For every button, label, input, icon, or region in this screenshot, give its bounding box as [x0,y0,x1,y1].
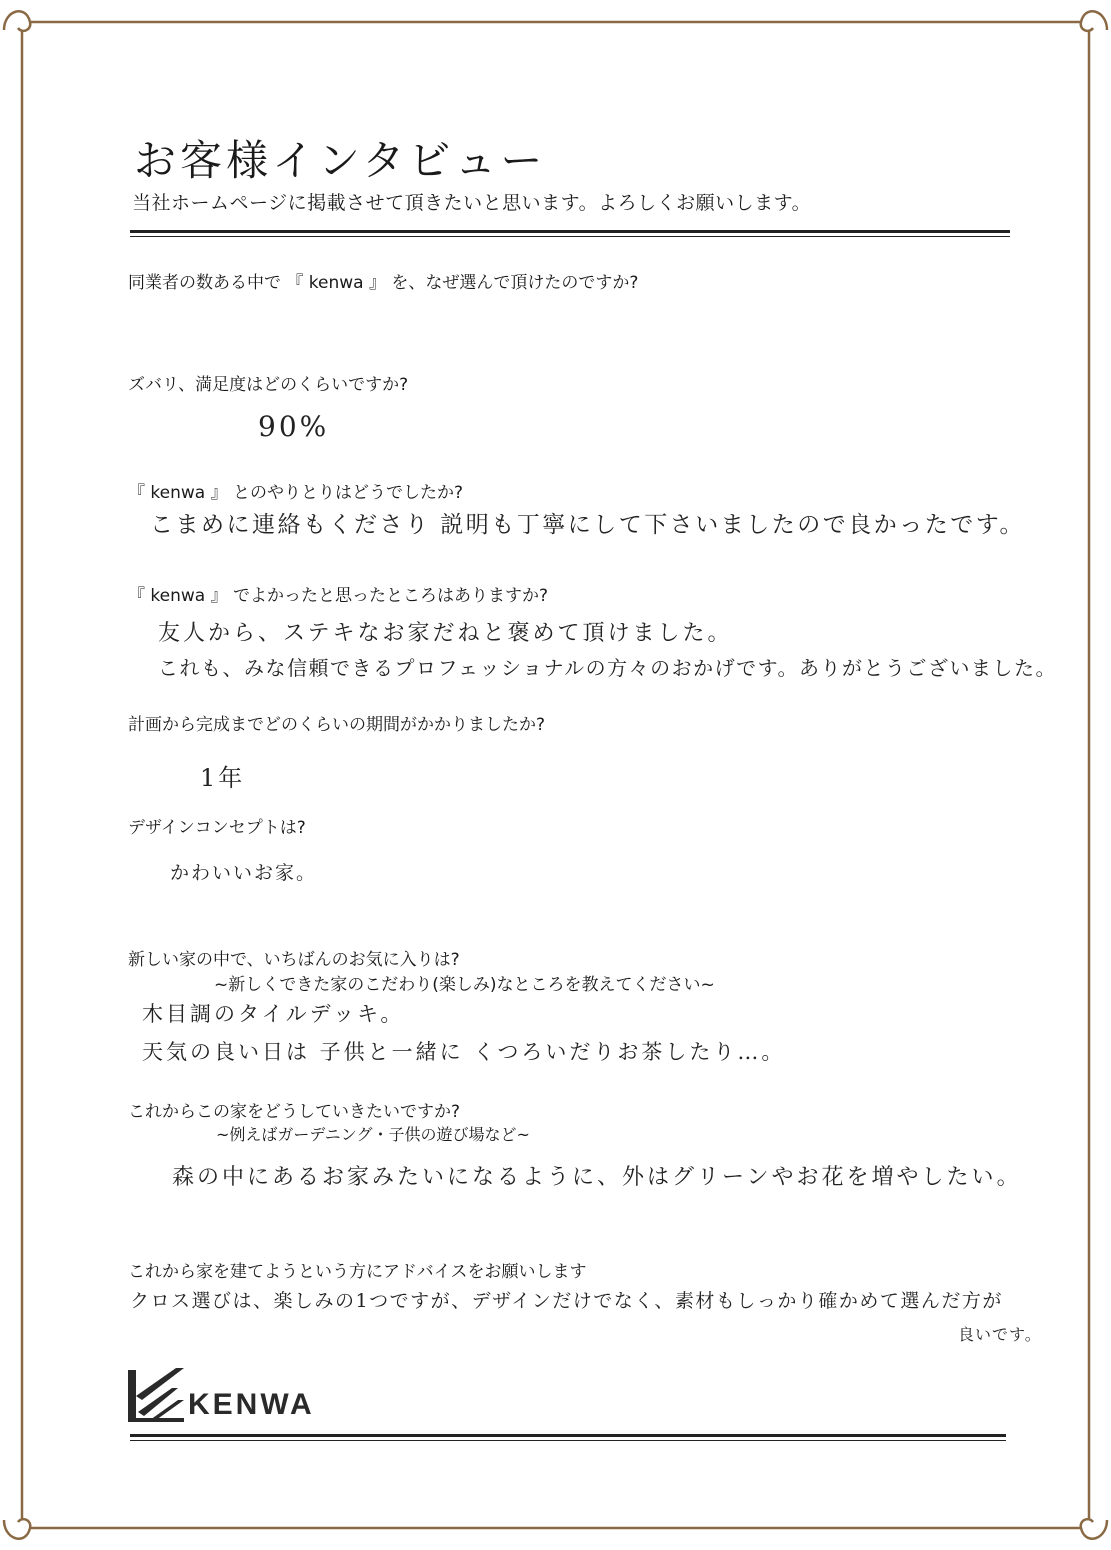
question-8-subtext: ~例えばガーデニング・子供の遊び場など~ [216,1125,530,1144]
question-6: デザインコンセプトは? [128,818,306,838]
question-8: これからこの家をどうしていきたいですか? [128,1102,461,1122]
answer-9-line-1: クロス選びは、楽しみの1つですが、デザインだけでなく、素材もしっかり確かめて選んだ方が [130,1290,1003,1312]
answer-9-line-2: 良いです。 [958,1325,1042,1344]
question-2: ズバリ、満足度はどのくらいですか? [128,375,409,395]
page-subtitle: 当社ホームページに掲載させて頂きたいと思います。よろしくお願いします。 [132,192,812,214]
answer-6-line-1: かわいいお家。 [170,862,318,884]
question-4: 『 kenwa 』 でよかったと思ったところはありますか? [128,586,549,606]
answer-3-line-1: こまめに連絡もくださり 説明も丁寧にして下さいましたので良かったです。 [150,512,1025,538]
page-title: お客様インタビュー [134,136,547,185]
answer-8-line-1: 森の中にあるお家みたいになるように、外はグリーンやお花を増やしたい。 [172,1165,1022,1190]
kenwa-logo-text: KENWA [188,1388,315,1421]
question-5: 計画から完成までどのくらいの期間がかかりましたか? [128,715,546,735]
question-9: これから家を建てようという方にアドバイスをお願いします [128,1262,587,1282]
question-3: 『 kenwa 』 とのやりとりはどうでしたか? [128,483,464,503]
answer-4-line-1: 友人から、ステキなお家だねと褒めて頂けました。 [158,621,733,646]
answer-4-line-2: これも、みな信頼できるプロフェッショナルの方々のおかげです。ありがとうございました。 [158,656,1057,680]
kenwa-logo-mark [126,1366,186,1424]
question-1: 同業者の数ある中で 『 kenwa 』 を、なぜ選んで頂けたのですか? [128,273,639,293]
answer-7-line-1: 木目調のタイルデッキ。 [142,1002,405,1026]
answer-5-line-1: 1年 [200,764,246,792]
kenwa-logo [126,1366,366,1426]
question-7-subtext: ~新しくできた家のこだわり(楽しみ)なところを教えてください~ [214,975,715,995]
answer-2-line-1: 90% [258,410,330,443]
question-7: 新しい家の中で、いちばんのお気に入りは? [128,950,460,970]
answer-7-line-2: 天気の良い日は 子供と一緒に くつろいだりお茶したり…。 [142,1040,786,1064]
